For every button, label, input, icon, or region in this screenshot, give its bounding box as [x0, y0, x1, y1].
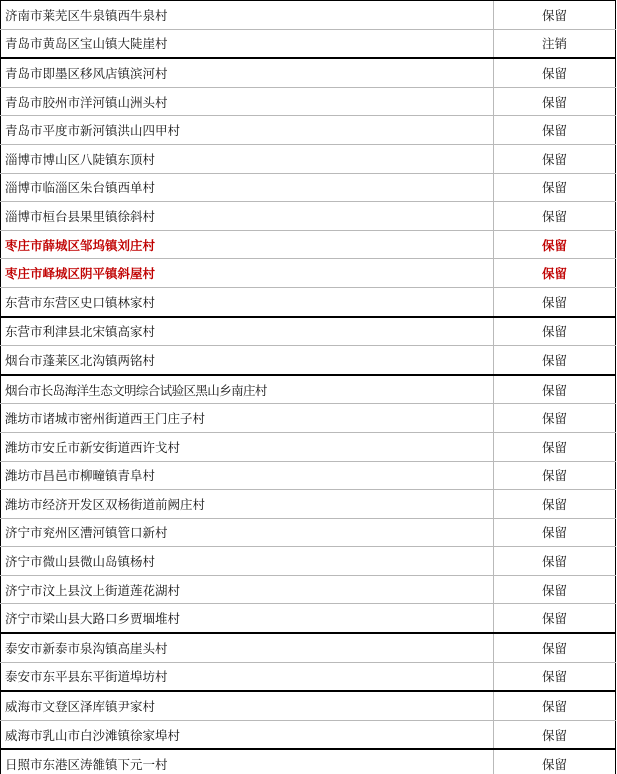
table-row[interactable]	[1, 633, 616, 662]
table-row[interactable]	[1, 29, 616, 58]
status-cell[interactable]: 保留	[494, 404, 616, 433]
table-row[interactable]	[1, 346, 616, 375]
village-name-cell[interactable]: 泰安市东平县东平街道埠坊村	[1, 662, 494, 691]
table-body	[1, 0, 616, 774]
table-row[interactable]	[1, 749, 616, 774]
status-cell[interactable]: 保留	[494, 87, 616, 116]
village-name-cell[interactable]: 淄博市临淄区朱台镇西单村	[1, 173, 494, 202]
status-cell[interactable]: 保留	[494, 749, 616, 774]
village-name-cell[interactable]: 烟台市长岛海洋生态文明综合试验区黑山乡南庄村	[1, 375, 494, 404]
status-cell[interactable]: 保留	[494, 230, 616, 259]
village-name-cell[interactable]: 济宁市汶上县汶上街道莲花湖村	[1, 575, 494, 604]
table-row[interactable]	[1, 547, 616, 576]
status-cell[interactable]: 保留	[494, 461, 616, 490]
status-cell[interactable]: 保留	[494, 633, 616, 662]
village-name-cell[interactable]: 东营市利津县北宋镇高家村	[1, 317, 494, 346]
village-name-cell[interactable]: 青岛市平度市新河镇洪山四甲村	[1, 116, 494, 145]
table-row[interactable]	[1, 604, 616, 633]
village-name-cell[interactable]: 威海市乳山市白沙滩镇徐家埠村	[1, 720, 494, 749]
village-name-cell[interactable]: 济南市莱芜区牛泉镇西牛泉村	[1, 0, 494, 29]
village-name-cell[interactable]: 潍坊市安丘市新安街道西许戈村	[1, 432, 494, 461]
status-cell[interactable]: 保留	[494, 432, 616, 461]
status-cell[interactable]: 保留	[494, 490, 616, 519]
table-row[interactable]	[1, 116, 616, 145]
village-name-cell[interactable]: 青岛市即墨区移风店镇滨河村	[1, 58, 494, 87]
table-row[interactable]	[1, 490, 616, 519]
status-cell[interactable]: 保留	[494, 720, 616, 749]
village-name-cell[interactable]: 东营市东营区史口镇林家村	[1, 287, 494, 316]
table-row[interactable]	[1, 87, 616, 116]
table-row[interactable]	[1, 144, 616, 173]
status-cell[interactable]: 保留	[494, 547, 616, 576]
table-row[interactable]	[1, 0, 616, 29]
table-row[interactable]	[1, 720, 616, 749]
table-row[interactable]	[1, 518, 616, 547]
village-name-cell[interactable]: 枣庄市峄城区阴平镇斜屋村	[1, 259, 494, 288]
table-row[interactable]	[1, 287, 616, 316]
village-name-cell[interactable]: 济宁市兖州区漕河镇管口新村	[1, 518, 494, 547]
village-name-cell[interactable]: 济宁市微山县微山岛镇杨村	[1, 547, 494, 576]
village-name-cell[interactable]: 潍坊市昌邑市柳疃镇青阜村	[1, 461, 494, 490]
status-cell[interactable]: 保留	[494, 604, 616, 633]
status-cell[interactable]: 保留	[494, 116, 616, 145]
village-name-cell[interactable]: 枣庄市薛城区邹坞镇刘庄村	[1, 230, 494, 259]
village-name-cell[interactable]: 潍坊市经济开发区双杨街道前阙庄村	[1, 490, 494, 519]
status-cell[interactable]: 保留	[494, 202, 616, 231]
status-cell[interactable]: 保留	[494, 173, 616, 202]
status-cell[interactable]: 保留	[494, 58, 616, 87]
village-name-cell[interactable]: 威海市文登区泽库镇尹家村	[1, 691, 494, 720]
table-row[interactable]	[1, 317, 616, 346]
village-name-cell[interactable]: 济宁市梁山县大路口乡贾堌堆村	[1, 604, 494, 633]
table-row[interactable]	[1, 404, 616, 433]
status-cell[interactable]: 保留	[494, 575, 616, 604]
status-cell[interactable]: 注销	[494, 29, 616, 58]
table-row-highlighted[interactable]	[1, 259, 616, 288]
village-name-cell[interactable]: 泰安市新泰市泉沟镇高崖头村	[1, 633, 494, 662]
village-name-cell[interactable]: 淄博市博山区八陡镇东顶村	[1, 144, 494, 173]
table-row[interactable]	[1, 575, 616, 604]
village-name-cell[interactable]: 青岛市黄岛区宝山镇大陡崖村	[1, 29, 494, 58]
table-row[interactable]	[1, 432, 616, 461]
table-row[interactable]	[1, 375, 616, 404]
status-cell[interactable]: 保留	[494, 0, 616, 29]
village-name-cell[interactable]: 青岛市胶州市洋河镇山洲头村	[1, 87, 494, 116]
table-row[interactable]	[1, 461, 616, 490]
status-cell[interactable]: 保留	[494, 691, 616, 720]
table-row-highlighted[interactable]	[1, 230, 616, 259]
table-row[interactable]	[1, 173, 616, 202]
village-name-cell[interactable]: 潍坊市诸城市密州街道西王门庄子村	[1, 404, 494, 433]
village-name-cell[interactable]: 烟台市蓬莱区北沟镇两铭村	[1, 346, 494, 375]
status-cell[interactable]: 保留	[494, 144, 616, 173]
status-cell[interactable]: 保留	[494, 346, 616, 375]
table-row[interactable]	[1, 662, 616, 691]
status-cell[interactable]: 保留	[494, 259, 616, 288]
village-name-cell[interactable]: 日照市东港区涛雒镇下元一村	[1, 749, 494, 774]
village-name-cell[interactable]: 淄博市桓台县果里镇徐斜村	[1, 202, 494, 231]
table-row[interactable]	[1, 202, 616, 231]
status-cell[interactable]: 保留	[494, 287, 616, 316]
status-cell[interactable]: 保留	[494, 662, 616, 691]
table-row[interactable]	[1, 691, 616, 720]
table-row[interactable]	[1, 58, 616, 87]
status-cell[interactable]: 保留	[494, 375, 616, 404]
status-cell[interactable]: 保留	[494, 518, 616, 547]
status-cell[interactable]: 保留	[494, 317, 616, 346]
